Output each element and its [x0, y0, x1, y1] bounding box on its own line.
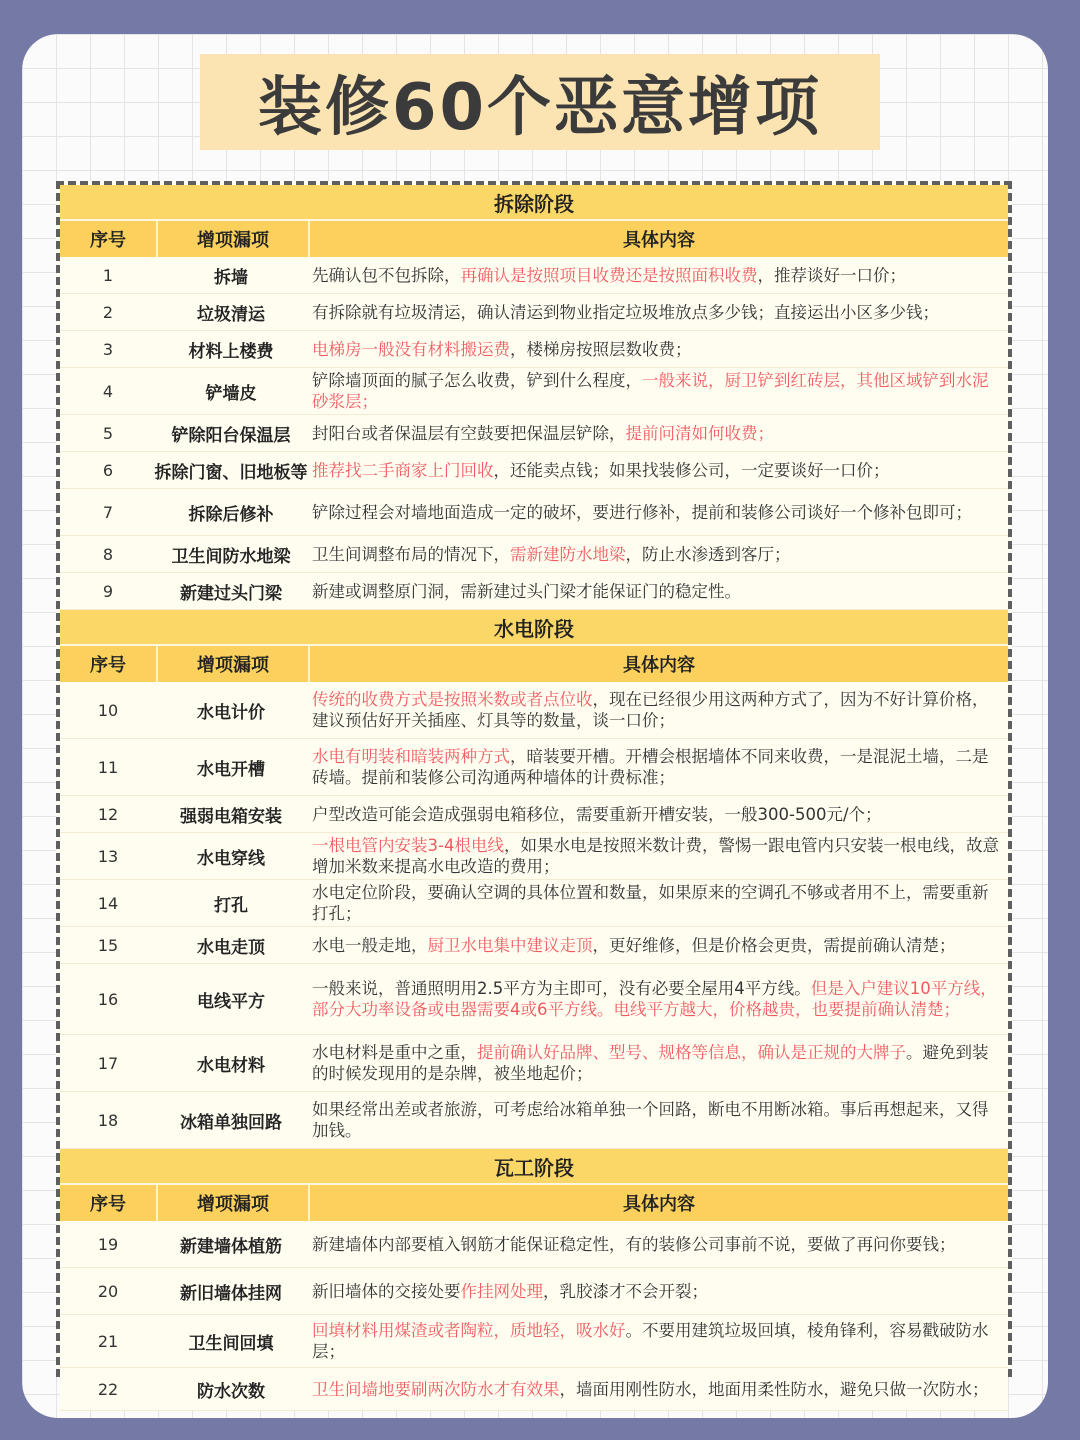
row-content [306, 682, 1008, 738]
row-number: 9 [102, 581, 114, 601]
row-item: 冰箱单独回路 [180, 1112, 282, 1133]
row-item: 强弱电箱安装 [180, 806, 282, 827]
table-row [60, 368, 1008, 415]
row-item: 水电穿线 [197, 848, 265, 869]
highlight-text: 电梯房一般没有材料搬运费 [312, 339, 510, 359]
row-item: 材料上楼费 [188, 341, 274, 362]
row-number: 14 [97, 893, 119, 913]
row-content [306, 1035, 1008, 1091]
row-content [306, 1368, 1008, 1410]
table-header [60, 221, 1008, 257]
content-text: ，乳胶漆才不会开裂； [543, 1281, 708, 1301]
content-text: 卫生间调整布局的情况下， [312, 544, 510, 564]
row-content [306, 833, 1008, 879]
row-item: 电线平方 [197, 991, 265, 1012]
row-number: 1 [102, 265, 114, 285]
row-number: 19 [97, 1234, 119, 1254]
table-row [60, 682, 1008, 739]
row-content [306, 257, 1008, 293]
row-content [306, 739, 1008, 795]
row-number: 6 [102, 460, 114, 480]
row-item: 水电材料 [197, 1055, 265, 1076]
highlight-text: 传统的收费方式是按照米数或者点位收 [312, 690, 593, 709]
items-table [56, 181, 1012, 1402]
row-item: 垃圾清运 [197, 304, 265, 325]
row-item: 打孔 [214, 895, 248, 916]
row-number: 16 [97, 989, 119, 1009]
table-row [60, 452, 1008, 489]
table-row [60, 294, 1008, 331]
row-number: 15 [97, 935, 119, 955]
row-item: 新旧墙体挂网 [180, 1283, 282, 1304]
row-item: 防水次数 [197, 1381, 265, 1402]
content-text: ，推荐谈好一口价； [757, 265, 906, 285]
table-row [60, 536, 1008, 573]
header-content: 具体内容 [623, 1194, 695, 1215]
highlight-text: 但是入户建议10平方线，部分大功率设备或电器需要4或6平方线。电线平方越大，价格越贵，也要提前确认清楚； [312, 979, 997, 1019]
row-item: 卫生间回填 [188, 1333, 274, 1354]
content-text: 。不要用建筑垃圾回填，棱角锋利，容易戳破防水层； [312, 1321, 989, 1361]
row-item: 拆墙 [214, 267, 248, 288]
row-item: 卫生间防水地梁 [171, 546, 291, 567]
row-content [306, 452, 1008, 488]
header-content: 具体内容 [623, 230, 695, 251]
content-text: ，墙面用刚性防水，地面用柔性防水，避免只做一次防水； [559, 1379, 989, 1399]
content-text: 新旧墙体的交接处要 [312, 1281, 461, 1301]
content-text: 如果经常出差或者旅游，可考虑给冰箱单独一个回路，断电不用断冰箱。事后再想起来，又得加钱。 [312, 1100, 989, 1140]
row-content [306, 294, 1008, 330]
highlight-text: 水电有明装和暗装两种方式 [312, 747, 510, 766]
row-number: 2 [102, 302, 114, 322]
row-content [306, 1092, 1008, 1148]
content-text: 新建墙体内部要植入钢筋才能保证稳定性，有的装修公司事前不说，要做了再问你要钱； [312, 1234, 956, 1254]
row-item: 拆除后修补 [188, 504, 274, 525]
row-content [306, 1268, 1008, 1314]
table-row [60, 964, 1008, 1035]
table-row [60, 257, 1008, 294]
content-text: 水电一般走地， [312, 935, 428, 955]
header-no: 序号 [60, 221, 158, 257]
content-text: ，如果水电是按照米数计费，警惕一跟电管内只安装一根电线，故意增加米数来提高水电改造的费用； [312, 836, 999, 876]
header-item: 增项漏项 [158, 1185, 310, 1221]
content-text: 新建或调整原门洞，需新建过头门梁才能保证门的稳定性。 [312, 581, 741, 601]
table-row [60, 1092, 1008, 1149]
content-text: ，楼梯房按照层数收费； [510, 339, 692, 359]
page-title: 装修60个恶意增项 [257, 71, 823, 145]
highlight-text: 卫生间墙地要刷两次防水才有效果 [312, 1379, 560, 1399]
page-card [22, 34, 1048, 1418]
row-content [306, 927, 1008, 963]
row-content [306, 368, 1008, 414]
content-text: 。避免到装的时候发现用的是杂牌，被坐地起价； [312, 1043, 989, 1083]
row-content [306, 796, 1008, 832]
header-content: 具体内容 [623, 655, 695, 676]
row-number: 20 [97, 1281, 119, 1301]
table-row [60, 927, 1008, 964]
highlight-text: 一根电管内安装3-4根电线 [312, 836, 504, 855]
row-item: 铲墙皮 [205, 383, 257, 404]
content-text: ，现在已经很少用这两种方式了，因为不好计算价格，建议预估好开关插座、灯具等的数量，谈一口价； [312, 690, 989, 730]
table-row [60, 833, 1008, 880]
header-item: 增项漏项 [158, 221, 310, 257]
highlight-text: 需新建防水地梁 [510, 544, 626, 564]
row-number: 10 [97, 700, 119, 720]
content-text: 有拆除就有垃圾清运，确认清运到物业指定垃圾堆放点多少钱；直接运出小区多少钱； [312, 302, 939, 322]
row-content [306, 573, 1008, 609]
stage-title: 拆除阶段 [60, 185, 1008, 221]
stage-title: 水电阶段 [60, 610, 1008, 646]
content-text: 水电定位阶段，要确认空调的具体位置和数量，如果原来的空调孔不够或者用不上，需要重新打孔； [312, 883, 989, 923]
content-text: 铲除过程会对墙地面造成一定的破坏，要进行修补，提前和装修公司谈好一个修补包即可； [312, 502, 972, 522]
table-row [60, 1268, 1008, 1315]
highlight-text: 提前确认好品牌、型号、规格等信息，确认是正规的大牌子 [477, 1043, 906, 1062]
row-number: 22 [97, 1379, 119, 1399]
highlight-text: 厨卫水电集中建议走顶 [427, 935, 593, 955]
highlight-text: 回填材料用煤渣或者陶粒，质地轻，吸水好 [312, 1321, 626, 1340]
row-item: 水电走顶 [197, 937, 265, 958]
row-number: 4 [102, 381, 114, 401]
row-number: 21 [97, 1331, 119, 1351]
row-content [306, 536, 1008, 572]
content-text: 封阳台或者保温层有空鼓要把保温层铲除， [312, 423, 626, 443]
row-content [306, 415, 1008, 451]
row-content [306, 1315, 1008, 1367]
row-item: 铲除阳台保温层 [171, 425, 291, 446]
content-text: ，暗装要开槽。开槽会根据墙体不同来收费，一是混泥土墙，二是砖墙。提前和装修公司沟通两种墙体的计费标准； [312, 747, 989, 787]
row-content [306, 331, 1008, 367]
row-item: 水电计价 [197, 702, 265, 723]
title-banner [200, 54, 880, 150]
row-content [306, 1221, 1008, 1267]
row-number: 11 [97, 757, 119, 777]
table-row [60, 1035, 1008, 1092]
row-number: 18 [97, 1110, 119, 1130]
content-text: ，更好维修，但是价格会更贵，需提前确认清楚； [592, 935, 956, 955]
highlight-text: 一般来说，厨卫铲到红砖层，其他区域铲到水泥砂浆层； [312, 371, 989, 411]
highlight-text: 作挂网处理 [460, 1281, 543, 1301]
row-number: 7 [102, 502, 114, 522]
header-item: 增项漏项 [158, 646, 310, 682]
table-row [60, 1368, 1008, 1411]
content-text: 水电材料是重中之重， [312, 1043, 477, 1062]
row-content [306, 880, 1008, 926]
row-number: 5 [102, 423, 114, 443]
highlight-text: 推荐找二手商家上门回收 [312, 460, 494, 480]
row-content [306, 489, 1008, 535]
stage-title: 瓦工阶段 [60, 1149, 1008, 1185]
row-item: 新建过头门梁 [180, 583, 282, 604]
content-text: 先确认包不包拆除， [312, 265, 461, 285]
row-number: 12 [97, 804, 119, 824]
header-no: 序号 [60, 646, 158, 682]
row-number: 17 [97, 1053, 119, 1073]
highlight-text: 提前问清如何收费； [625, 423, 774, 443]
table-row [60, 1315, 1008, 1368]
row-number: 8 [102, 544, 114, 564]
table-row [60, 739, 1008, 796]
content-text: 一般来说，普通照明用2.5平方为主即可，没有必要全屋用4平方线。 [312, 979, 811, 998]
content-text: 铲除墙顶面的腻子怎么收费，铲到什么程度， [312, 371, 642, 390]
table-row [60, 489, 1008, 536]
table-header [60, 646, 1008, 682]
table-row [60, 796, 1008, 833]
table-row [60, 415, 1008, 452]
table-row [60, 573, 1008, 610]
table-row [60, 880, 1008, 927]
table-row [60, 331, 1008, 368]
content-text: ，防止水渗透到客厅； [625, 544, 791, 564]
table-row [60, 1221, 1008, 1268]
content-text: ，还能卖点钱；如果找装修公司，一定要谈好一口价； [493, 460, 890, 480]
row-number: 13 [97, 846, 119, 866]
table-header [60, 1185, 1008, 1221]
content-text: 户型改造可能会造成强弱电箱移位，需要重新开槽安装，一般300-500元/个； [312, 804, 882, 824]
row-item: 新建墙体植筋 [180, 1236, 282, 1257]
row-content [306, 964, 1008, 1034]
row-number: 3 [102, 339, 114, 359]
row-item: 拆除门窗、旧地板等 [154, 462, 308, 483]
row-item: 水电开槽 [197, 759, 265, 780]
header-no: 序号 [60, 1185, 158, 1221]
highlight-text: 再确认是按照项目收费还是按照面积收费 [460, 265, 758, 285]
